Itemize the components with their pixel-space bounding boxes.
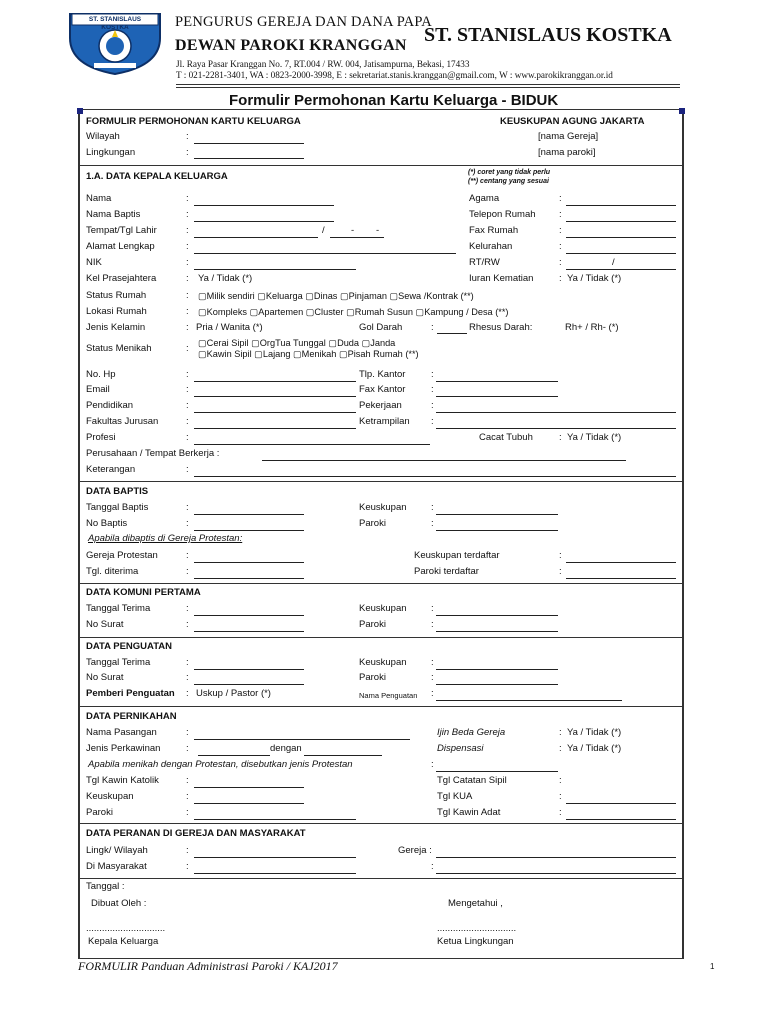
colon: : <box>186 290 189 301</box>
ijin-beda-gereja-label: Ijin Beda Gereja <box>437 727 506 738</box>
komuni-tanggal-label: Tanggal Terima <box>86 603 151 614</box>
fax-kantor-label: Fax Kantor <box>359 384 406 395</box>
colon: : <box>186 502 189 513</box>
dash: - <box>351 225 355 236</box>
no-hp-label: No. Hp <box>86 369 116 380</box>
baptis-keuskupan-field[interactable] <box>436 514 558 515</box>
pemberi-penguatan-label: Pemberi Penguatan <box>86 688 175 699</box>
nama-baptis-field[interactable] <box>194 221 334 222</box>
fax-kantor-field[interactable] <box>436 396 558 397</box>
colon: : <box>186 432 189 443</box>
status-menikah-options-2[interactable]: ▢Kawin Sipil ▢Lajang ▢Menikah ▢Pisah Rumah (**) <box>198 349 419 359</box>
keuskupan-terdaftar-field[interactable] <box>566 562 676 563</box>
colon: : <box>186 147 189 158</box>
paroki-terdaftar-label: Paroki terdaftar <box>414 566 479 577</box>
colon: : <box>431 502 434 513</box>
colon: : <box>559 432 562 443</box>
colon: : <box>559 550 562 561</box>
parish-logo <box>66 8 164 76</box>
colon: : <box>186 861 189 872</box>
colon: : <box>186 343 189 354</box>
telepon-rumah-label: Telepon Rumah <box>469 209 536 220</box>
tgl-kawin-katolik-field[interactable] <box>194 787 304 788</box>
wilayah-label: Wilayah <box>86 131 120 142</box>
colon: : <box>186 306 189 317</box>
section-divider <box>78 481 684 482</box>
colon: : <box>431 672 434 683</box>
gereja-protestan-label: Gereja Protestan <box>86 550 158 561</box>
penguatan-tanggal-label: Tanggal Terima <box>86 657 151 668</box>
colon: : <box>186 209 189 220</box>
signature-dots-right[interactable]: .............................. <box>437 923 517 934</box>
jenis-perkawinan-label: Jenis Perkawinan <box>86 743 161 754</box>
parish-contact: T : 021-2281-3401, WA : 0823-2000-3998, E : sekretariat.stanis.kranggan@gmail.com, W : www.parokikranggan.or.id <box>176 70 613 80</box>
profesi-field[interactable] <box>194 444 430 445</box>
colon: : <box>559 273 562 284</box>
section-divider <box>78 583 684 584</box>
colon: : <box>186 791 189 802</box>
tgl-kua-label: Tgl KUA <box>437 791 473 802</box>
colon: : <box>186 225 189 236</box>
section-title-komuni: DATA KOMUNI PERTAMA <box>86 587 201 598</box>
colon: : <box>186 131 189 142</box>
colon: : <box>186 619 189 630</box>
nama-penguatan-label: Nama Penguatan <box>359 691 418 700</box>
colon: : <box>186 807 189 818</box>
paroki-placeholder: [nama paroki] <box>538 147 596 158</box>
colon: : <box>186 193 189 204</box>
section-title-peranan: DATA PERANAN DI GEREJA DAN MASYARAKAT <box>86 828 306 839</box>
dispensasi-label: Dispensasi <box>437 743 484 754</box>
paroki-terdaftar-field[interactable] <box>566 578 676 579</box>
corner-mark-tr <box>679 108 685 114</box>
wilayah-field[interactable] <box>194 143 304 144</box>
logo-text: ST. STANISLAUS KOSTKA <box>88 16 142 31</box>
baptis-paroki-field[interactable] <box>436 530 558 531</box>
ttl-place-field[interactable] <box>194 237 318 238</box>
pernikahan-paroki-field[interactable] <box>194 819 356 820</box>
colon: : <box>186 743 189 754</box>
dispensasi-value[interactable]: Ya / Tidak (*) <box>567 743 622 754</box>
pendidikan-field[interactable] <box>194 412 356 413</box>
nama-penguatan-field[interactable] <box>436 700 622 701</box>
form-name: FORMULIR PERMOHONAN KARTU KELUARGA <box>86 116 301 127</box>
colon: : <box>186 603 189 614</box>
iuran-kematian-label: Iuran Kematian <box>469 273 534 284</box>
colon: : <box>186 688 189 699</box>
keuskupan-terdaftar-label: Keuskupan terdaftar <box>414 550 500 561</box>
masyarakat-right-field[interactable] <box>436 873 676 874</box>
komuni-paroki-field[interactable] <box>436 631 558 632</box>
peranan-gereja-field[interactable] <box>436 857 676 858</box>
colon: : <box>186 672 189 683</box>
section-title-pernikahan: DATA PERNIKAHAN <box>86 711 177 722</box>
footer-text: FORMULIR Panduan Administrasi Paroki / KAJ2017 <box>78 959 338 973</box>
colon: : <box>186 257 189 268</box>
colon: : <box>186 775 189 786</box>
slash: / <box>322 225 325 236</box>
colon: : <box>431 861 434 872</box>
parish-name: ST. STANISLAUS KOSTKA <box>424 24 672 46</box>
tgl-kawin-adat-label: Tgl Kawin Adat <box>437 807 501 818</box>
colon: : <box>186 518 189 529</box>
section-title-baptis: DATA BAPTIS <box>86 486 149 497</box>
ketrampilan-label: Ketrampilan <box>359 416 410 427</box>
gol-darah-field[interactable] <box>437 333 467 334</box>
nama-label: Nama <box>86 193 112 204</box>
colon: : <box>431 369 434 380</box>
peranan-gereja-label: Gereja : <box>398 845 432 856</box>
form-frame-top <box>78 109 684 110</box>
jenis-kelamin-label: Jenis Kelamin <box>86 322 146 333</box>
colon: : <box>186 550 189 561</box>
kel-prasejahtera-value[interactable]: Ya / Tidak (*) <box>198 273 253 284</box>
colon: : <box>186 727 189 738</box>
kel-prasejahtera-label: Kel Prasejahtera <box>86 273 157 284</box>
fax-rumah-field[interactable] <box>566 237 676 238</box>
ttl-label: Tempat/Tgl Lahir <box>86 225 157 236</box>
fakultas-field[interactable] <box>194 428 356 429</box>
colon: : <box>186 566 189 577</box>
section-divider <box>78 637 684 638</box>
section-divider <box>78 165 684 166</box>
rhesus-label: Rhesus Darah: <box>469 322 533 333</box>
fax-rumah-label: Fax Rumah <box>469 225 519 236</box>
pernikahan-keuskupan-label: Keuskupan <box>86 791 134 802</box>
ketrampilan-field[interactable] <box>436 428 676 429</box>
colon: : <box>186 241 189 252</box>
komuni-paroki-label: Paroki <box>359 619 386 630</box>
dibuat-oleh-label: Dibuat Oleh : <box>91 898 147 909</box>
komuni-no-label: No Surat <box>86 619 124 630</box>
nama-field[interactable] <box>194 205 334 206</box>
colon: : <box>431 518 434 529</box>
colon: : <box>186 657 189 668</box>
pernikahan-keuskupan-field[interactable] <box>194 803 304 804</box>
dengan-label: dengan <box>270 743 302 754</box>
keterangan-label: Keterangan <box>86 464 136 475</box>
lingk-wilayah-label: Lingk/ Wilayah <box>86 845 148 856</box>
section-title-penguatan: DATA PENGUATAN <box>86 641 173 652</box>
colon: : <box>186 384 189 395</box>
colon: : <box>559 791 562 802</box>
no-hp-field[interactable] <box>194 381 356 382</box>
tgl-kawin-adat-field[interactable] <box>566 819 676 820</box>
slash: / <box>612 257 615 268</box>
colon: : <box>431 619 434 630</box>
kelurahan-label: Kelurahan <box>469 241 513 252</box>
email-label: Email <box>86 384 110 395</box>
nama-pasangan-label: Nama Pasangan <box>86 727 157 738</box>
tanggal-label: Tanggal : <box>86 881 125 892</box>
colon: : <box>186 369 189 380</box>
ttl-date-field[interactable] <box>330 237 384 238</box>
colon: : <box>431 657 434 668</box>
komuni-keuskupan-field[interactable] <box>436 615 558 616</box>
pernikahan-paroki-label: Paroki <box>86 807 113 818</box>
colon: : <box>559 566 562 577</box>
corner-mark-tl <box>77 108 83 114</box>
telepon-rumah-field[interactable] <box>566 221 676 222</box>
profesi-label: Profesi <box>86 432 116 443</box>
cacat-tubuh-value[interactable]: Ya / Tidak (*) <box>567 432 622 443</box>
lingkungan-field[interactable] <box>194 158 304 159</box>
rhesus-value[interactable]: Rh+ / Rh- (*) <box>565 322 619 333</box>
di-masyarakat-label: Di Masyarakat <box>86 861 147 872</box>
parish-address: Jl. Raya Pasar Kranggan No. 7, RT.004 / RW. 004, Jatisampurna, Bekasi, 17433 <box>176 59 470 69</box>
baptis-paroki-label: Paroki <box>359 518 386 529</box>
nik-label: NIK <box>86 257 102 268</box>
section-title-kepala: 1.A. DATA KEPALA KELUARGA <box>86 171 228 182</box>
status-menikah-options-1[interactable]: ▢Cerai Sipil ▢OrgTua Tunggal ▢Duda ▢Janda <box>198 338 396 348</box>
colon: : <box>431 400 434 411</box>
baptis-keuskupan-label: Keuskupan <box>359 502 407 513</box>
no-baptis-field[interactable] <box>194 530 304 531</box>
colon: : <box>431 688 434 699</box>
jenis-kelamin-value[interactable]: Pria / Wanita (*) <box>196 322 263 333</box>
status-rumah-label: Status Rumah <box>86 290 147 301</box>
rtrw-label: RT/RW <box>469 257 500 268</box>
kepala-keluarga-label: Kepala Keluarga <box>88 936 159 947</box>
tlp-kantor-label: Tlp. Kantor <box>359 369 406 380</box>
tanggal-baptis-field[interactable] <box>194 514 304 515</box>
gereja-placeholder: [nama Gereja] <box>538 131 599 142</box>
jenis-perkawinan-field[interactable] <box>198 755 270 756</box>
komuni-tanggal-field[interactable] <box>194 615 304 616</box>
ketua-lingkungan-label: Ketua Lingkungan <box>437 936 514 947</box>
colon: : <box>186 464 189 475</box>
colon: : <box>431 759 434 770</box>
gereja-protestan-field[interactable] <box>194 562 304 563</box>
jenis-protestan-field[interactable] <box>436 771 558 772</box>
tgl-kua-field[interactable] <box>566 803 676 804</box>
colon: : <box>431 416 434 427</box>
colon: : <box>559 727 562 738</box>
section-divider <box>78 878 684 879</box>
penguatan-keuskupan-label: Keuskupan <box>359 657 407 668</box>
colon: : <box>559 257 562 268</box>
status-rumah-options[interactable]: ▢Milik sendiri ▢Keluarga ▢Dinas ▢Pinjaman ▢Sewa /Kontrak (**) <box>198 291 474 301</box>
lokasi-rumah-options[interactable]: ▢Kompleks ▢Apartemen ▢Cluster ▢Rumah Susun ▢Kampung / Desa (**) <box>198 307 509 317</box>
status-menikah-label: Status Menikah <box>86 343 152 354</box>
tgl-diterima-field[interactable] <box>194 578 304 579</box>
tlp-kantor-field[interactable] <box>436 381 558 382</box>
diocese-name: KEUSKUPAN AGUNG JAKARTA <box>500 116 645 127</box>
tgl-diterima-label: Tgl. diterima <box>86 566 139 577</box>
gol-darah-label: Gol Darah <box>359 322 403 333</box>
fakultas-label: Fakultas Jurusan <box>86 416 159 427</box>
penguatan-tanggal-field[interactable] <box>194 669 304 670</box>
email-field[interactable] <box>194 396 356 397</box>
penguatan-keuskupan-field[interactable] <box>436 669 558 670</box>
baptis-protestan-note: Apabila dibaptis di Gereja Protestan: <box>88 533 243 544</box>
penguatan-paroki-field[interactable] <box>436 684 558 685</box>
perusahaan-field[interactable] <box>262 460 626 461</box>
note-centang: (**) centang yang sesuai <box>468 178 549 185</box>
kelurahan-field[interactable] <box>566 253 676 254</box>
tanggal-baptis-label: Tanggal Baptis <box>86 502 149 513</box>
agama-field[interactable] <box>566 205 676 206</box>
header-rule-1 <box>176 84 680 85</box>
colon: : <box>559 241 562 252</box>
org-line-2: DEWAN PAROKI KRANGGAN <box>175 37 407 54</box>
rtrw-field[interactable] <box>566 269 676 270</box>
nama-baptis-label: Nama Baptis <box>86 209 141 220</box>
alamat-label: Alamat Lengkap <box>86 241 155 252</box>
lingk-wilayah-field[interactable] <box>194 857 356 858</box>
penguatan-no-field[interactable] <box>194 684 304 685</box>
di-masyarakat-field[interactable] <box>194 873 356 874</box>
nama-pasangan-field[interactable] <box>194 739 410 740</box>
colon: : <box>186 416 189 427</box>
lokasi-rumah-label: Lokasi Rumah <box>86 306 147 317</box>
pernikahan-protestan-note: Apabila menikah dengan Protestan, disebutkan jenis Protestan <box>88 759 353 770</box>
ijin-beda-gereja-value[interactable]: Ya / Tidak (*) <box>567 727 622 738</box>
no-baptis-label: No Baptis <box>86 518 128 529</box>
form-title: Formulir Permohonan Kartu Keluarga - BIDUK <box>229 92 559 109</box>
colon: : <box>559 743 562 754</box>
pemberi-penguatan-value[interactable]: Uskup / Pastor (*) <box>196 688 271 699</box>
perusahaan-label: Perusahaan / Tempat Berkerja : <box>86 448 220 459</box>
colon: : <box>559 225 562 236</box>
colon: : <box>186 322 189 333</box>
colon: : <box>186 845 189 856</box>
org-line-1: PENGURUS GEREJA DAN DANA PAPA <box>175 14 432 30</box>
agama-label: Agama <box>469 193 500 204</box>
alamat-field[interactable] <box>194 253 456 254</box>
tgl-catatan-sipil-label: Tgl Catatan Sipil <box>437 775 507 786</box>
header-rule-2 <box>176 87 680 88</box>
penguatan-no-label: No Surat <box>86 672 124 683</box>
dash: - <box>376 225 380 236</box>
section-divider <box>78 706 684 707</box>
komuni-no-field[interactable] <box>194 631 304 632</box>
pekerjaan-field[interactable] <box>436 412 676 413</box>
colon: : <box>186 400 189 411</box>
pendidikan-label: Pendidikan <box>86 400 134 411</box>
penguatan-paroki-label: Paroki <box>359 672 386 683</box>
colon: : <box>431 322 434 333</box>
colon: : <box>186 273 189 284</box>
signature-dots-left[interactable]: .............................. <box>86 923 166 934</box>
mengetahui-label: Mengetahui , <box>448 898 503 909</box>
colon: : <box>559 209 562 220</box>
colon: : <box>559 807 562 818</box>
tgl-kawin-katolik-label: Tgl Kawin Katolik <box>86 775 159 786</box>
pekerjaan-label: Pekerjaan <box>359 400 402 411</box>
dengan-field[interactable] <box>304 755 382 756</box>
colon: : <box>431 603 434 614</box>
iuran-kematian-value[interactable]: Ya / Tidak (*) <box>567 273 622 284</box>
colon: : <box>559 193 562 204</box>
keterangan-field[interactable] <box>194 476 676 477</box>
komuni-keuskupan-label: Keuskupan <box>359 603 407 614</box>
note-coret: (*) coret yang tidak perlu <box>468 169 551 176</box>
nik-field[interactable] <box>194 269 356 270</box>
lingkungan-label: Lingkungan <box>86 147 136 158</box>
page-number: 1 <box>710 962 715 971</box>
cacat-tubuh-label: Cacat Tubuh <box>479 432 533 443</box>
colon: : <box>431 384 434 395</box>
colon: : <box>559 775 562 786</box>
section-divider <box>78 823 684 824</box>
